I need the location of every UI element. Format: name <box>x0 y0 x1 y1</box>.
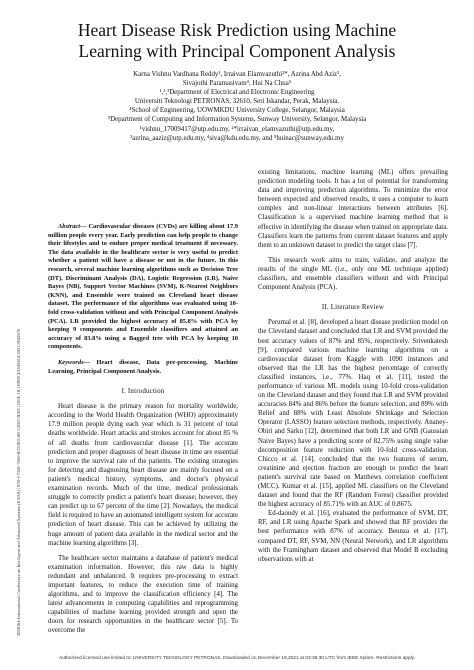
abstract-text: Cardiovascular diseases (CVDs) are killing about 17.9 million people every year. Early prediction can help people to change their lifestyles and to endure proper medical treatment if necessary. The data available in the healthcare sector is very useful to predict whether a patient will have a disease or not in the future. In this research, several machine learning algorithms such as Decision Tree (DT), Discriminant Analysis (DA), Logistic Regression (LR), Naive Bayes (NB), Support Vector Machines (SVM), K-Nearest Neighbors (KNN), and Ensemble were trained on Cleveland heart disease dataset. The performance of the algorithms was evaluated using 10-fold cross-validation without and with Principal Component Analysis (PCA). LR provided the highest accuracy of 85.8% with PCA by keeping 9 components and Ensemble classifiers and attained an accuracy of 83.8% using a Bagged tree with PCA by keeping 10 components. <box>48 223 238 351</box>
intro-paragraph-1: Heart disease is the primary reason for mortality worldwide, according to the World Health Organization (WHO) approximately 17.9 million people dying each year which is 31 percent of total deaths worldwide. Heart attacks and strokes account for about 85 % of all deaths from cardiovascular disease [1]. The accurate prediction and proper diagnosis of heart disease in time are essential to improve the survival rate of the patients. The existing strategies for detecting and diagnosing heart disease are mainly focused on a patient's medical history, symptoms, and doctor's physical examination records. Much of the time, medical professionals struggle to correctly predict a patient's heart disease; however, they can predict up to 67 percent of the time [2]. Nowadays, the medical field is required to have an automated intelligent system for accurate prediction of heart disease. This can be achieved by utilizing the huge amount of patient data available in the medical sector and the machine learning algorithms [3]. <box>48 403 238 547</box>
affiliation-line: ¹,²,³Department of Electrical and Electronic Engineering <box>159 89 315 97</box>
sidebar-conference-info <box>6 40 21 640</box>
title-line-2: Learning with Principal Component Analysis <box>78 41 396 61</box>
literature-paragraph-1: Perumal et al. [8], developed a heart disease prediction model on the Cleveland dataset and concluded that LR and SVM provided the best accuracy values of 87% and 85%, respectively. Srivenkatesh [9], compared various machine learning algorithms on a cardiovascular dataset from Kaggle with 1090 instances and observed that the LR has the highest percentage of correctly classified instances, i.e., 77%. Haq et al. [11], tested the performance of various ML models using 10-fold cross-validation on the Cleveland dataset and they found that LR and SVM provided accuracies 84% and 86% before the feature selection, and 89% with Relief and 88% with Least Absolute Shrinkage and Selection Operator (LASSO) feature selection methods, respectively. Ananey-Obiri and Sarku [12], determined that both LR and GNB (Gaussian Naive Bayes) have a predicting score of 82.75% using single value decomposition feature reduction with 10-fold cross-validation. Chicco et al. [14], concluded that the two features of serum, creatinine and ejection fraction are enough to predict the heart patient's survival rate based on Matthews correlation coefficient (MCC). Kumar et al. [15], applied ML classifiers on the Cleveland dataset and found that the RF (Random Forest) classifier provided the highest accuracy of 85.71% with an AUC of 0.8675. <box>258 319 448 509</box>
literature-heading: II. Literature Review <box>321 304 385 312</box>
author-block <box>40 70 434 143</box>
affiliation-line: Universiti Teknologi PETRONAS, 32610, Seri Iskandar, Perak, Malaysia. <box>134 98 340 106</box>
sidebar-text: 2020 8th International Conference on Intelligent and Advanced Systems (ICIAS) | 978-1-7281-7666-8/21/$31.00 ©2021 IEEE | DOI: 10.1109/ICIAS49414.2021.9642676 <box>16 328 21 636</box>
paper-title <box>30 20 444 62</box>
right-paragraph-2: This research work aims to train, validate, and analyze the results of the single ML (i.e., only one ML technique applied) classifiers, and ensemble classifiers without and with Principal Component Analysis (PCA). <box>258 256 448 292</box>
author-line: Karna Vishnu Vardhana Reddy¹, Irraivan Elamvazuthi²*, Azrina Abd Aziz³, <box>133 71 341 78</box>
right-column <box>258 168 448 564</box>
right-paragraph-1: existing limitations, machine learning (ML) offers prevailing prediction modeling tools. It has a lot of potential for transforming data and improving prediction algorithms. To minimize the error between expected and observed results, it uses a computer to learn complex and non-linear interactions between attributes [6]. Classification is a supervised machine learning method that is effective in identifying the disease when trained on appropriate data. Classifiers learn the patterns from current dataset features and apply them to an unknown dataset to predict the target class [7]. <box>258 169 448 249</box>
literature-paragraph-2: Ed-daoudy et al. [16], evaluated the performance of SVM, DT, RF, and LR using Apache Spark and showed that RF provides the best performance with 87% of accuracy. Beunza et al. [17], compared DT, RF, SVM, NN (Neural Network), and LR algorithms with the Framingham dataset and observed that Model B excluding observations with at <box>258 510 448 563</box>
email-line: ¹vishnu_17009417@utp.edu.my, ²*irraivan_elamvazuthi@utp.edu.my, <box>139 125 335 133</box>
keywords <box>48 359 238 376</box>
title-line-1: Heart Disease Risk Prediction using Machine <box>77 20 397 40</box>
affiliation-line: ⁵Department of Computing and Information Systems, Sunway University, Selangor, Malaysia <box>107 116 367 124</box>
keywords-label: Keywords— <box>58 358 90 366</box>
intro-paragraph-2: The healthcare sector maintains a database of patient's medical examination information. However, this raw data is highly redundant and unbalanced. It requires pre-processing to extract important features, to reduce the execution time of training algorithms, and to improve the classification efficiency [4]. The latest advancements in computing capabilities and reprogramming capabilities of machine learning provided strength and open the doors for research opportunities in the healthcare sector [5]. To overcome the <box>48 554 238 635</box>
intro-heading: I. Introduction <box>121 388 165 396</box>
email-line: ³azrina_aaziz@utp.edu.my, ⁴siva@kdu.edu.my, and ⁵huinac@sunway.edu.my <box>130 134 344 142</box>
footer-license: Authorized licensed use limited to: UNIVERSITY TEKNOLOGY PETRONAS. Downloaded on December 19,2021 at 03:36:30 UTC from IEEE Xplore. Restrictions apply. <box>58 656 416 661</box>
left-column <box>48 223 238 636</box>
keywords-text: Heart disease, Data pre-processing, Machine Learning, Principal Component Analysis. <box>48 358 238 375</box>
abstract-label: Abstract— <box>58 223 87 230</box>
abstract <box>48 223 238 352</box>
affiliation-line: ⁴School of Engineering, UOWMKDU University College, Selangor, Malaysia <box>129 107 345 115</box>
author-line: Sivajothi Paramasivam⁴, Hui Na Chua⁵ <box>182 80 292 88</box>
